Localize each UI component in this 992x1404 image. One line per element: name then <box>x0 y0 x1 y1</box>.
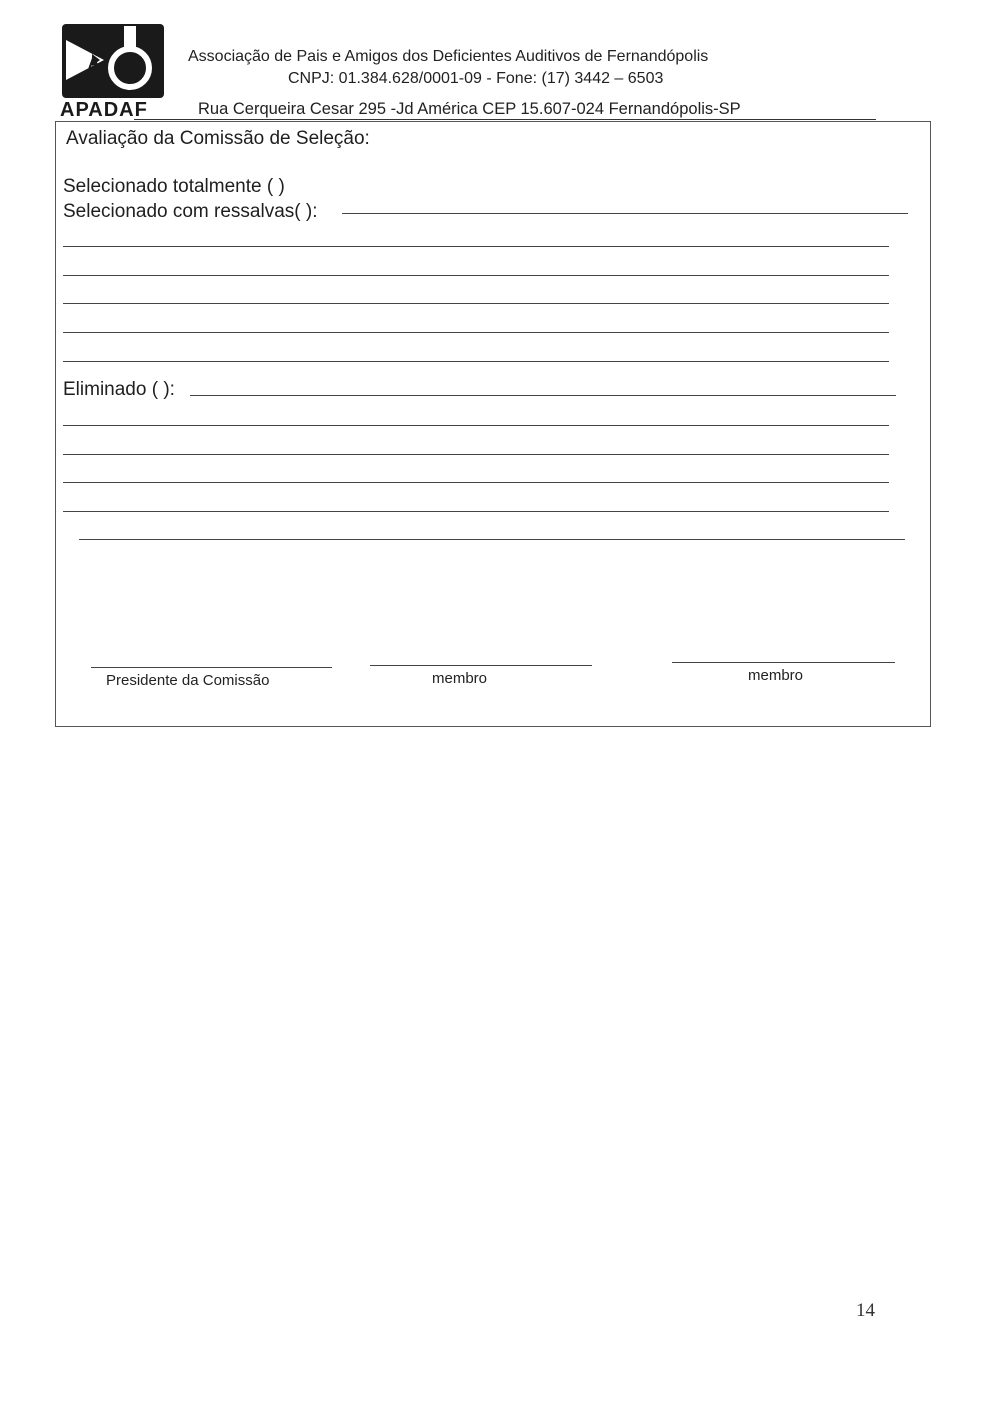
president-signature-label: Presidente da Comissão <box>106 672 270 689</box>
logo-emblem <box>62 24 164 98</box>
svg-text:A: A <box>88 55 100 72</box>
reservations-line[interactable] <box>342 213 908 214</box>
page-number: 14 <box>856 1300 875 1321</box>
form-title: Avaliação da Comissão de Seleção: <box>66 128 370 149</box>
reservations-line[interactable] <box>63 275 889 276</box>
president-signature-line[interactable] <box>91 667 332 668</box>
elimination-line[interactable] <box>63 425 889 426</box>
option-eliminated[interactable]: Eliminado ( ): <box>63 379 175 400</box>
apadaf-logo <box>60 24 166 120</box>
cnpj-phone: CNPJ: 01.384.628/0001-09 - Fone: (17) 3442 – 6503 <box>288 70 664 87</box>
member-signature-label: membro <box>748 667 804 684</box>
reservations-line[interactable] <box>63 303 889 304</box>
member-signature-line[interactable] <box>370 665 592 666</box>
option-selected-with-reservations[interactable]: Selecionado com ressalvas( ): <box>63 201 318 222</box>
elimination-line[interactable] <box>63 511 889 512</box>
reservations-line[interactable] <box>63 361 889 362</box>
elimination-line[interactable] <box>63 482 889 483</box>
reservations-line[interactable] <box>63 246 889 247</box>
reservations-line[interactable] <box>63 332 889 333</box>
elimination-line[interactable] <box>190 395 896 396</box>
member-signature-line[interactable] <box>672 662 895 663</box>
logo-text: APADAF <box>60 99 148 121</box>
header-divider <box>134 119 876 120</box>
elimination-line[interactable] <box>63 454 889 455</box>
member-signature-label: membro <box>432 670 488 687</box>
elimination-line[interactable] <box>79 539 905 540</box>
address: Rua Cerqueira Cesar 295 -Jd América CEP 15.607-024 Fernandópolis-SP <box>198 100 741 118</box>
organization-name: Associação de Pais e Amigos dos Deficientes Auditivos de Fernandópolis <box>188 48 709 65</box>
ear-symbol-icon <box>62 24 164 98</box>
option-selected-fully[interactable]: Selecionado totalmente ( ) <box>63 176 285 197</box>
